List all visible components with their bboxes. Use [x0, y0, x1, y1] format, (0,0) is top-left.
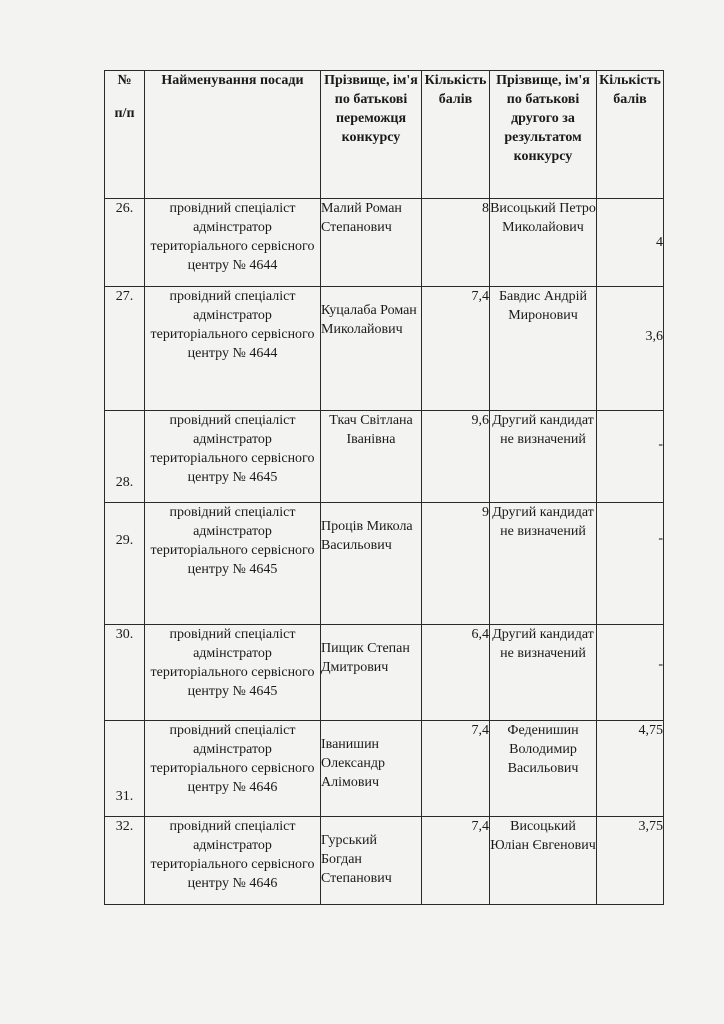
row-score2: 3,6	[597, 287, 664, 411]
row-position: провідний спеціаліст адмінстратор територіального сервісного центру № 4645	[145, 625, 321, 721]
row-number: 26.	[105, 199, 145, 287]
row-second: Другий кандидат не визначений	[490, 411, 597, 503]
row-score2: -	[597, 411, 664, 503]
row-score2: -	[597, 503, 664, 625]
row-position: провідний спеціаліст адмінстратор територіального сервісного центру № 4644	[145, 287, 321, 411]
row-score2: 4,75	[597, 721, 664, 817]
row-number: 28.	[105, 411, 145, 503]
row-winner: Іванишин Олександр Алімович	[321, 721, 422, 817]
row-winner: Проців Микола Васильович	[321, 503, 422, 625]
table-row	[105, 287, 664, 411]
results-table	[104, 70, 664, 905]
row-score: 7,4	[422, 817, 490, 905]
row-second: Бавдис Андрій Миронович	[490, 287, 597, 411]
row-second: Висоцький Петро Миколайович	[490, 199, 597, 287]
row-position: провідний спеціаліст адмінстратор територіального сервісного центру № 4644	[145, 199, 321, 287]
row-position: провідний спеціаліст адмінстратор територіального сервісного центру № 4645	[145, 503, 321, 625]
table-row	[105, 625, 664, 721]
header-number: № п/п	[105, 71, 145, 199]
row-winner: Ткач Світлана Іванівна	[321, 411, 422, 503]
row-winner: Гурський Богдан Степанович	[321, 817, 422, 905]
row-score: 7,4	[422, 287, 490, 411]
row-number: 32.	[105, 817, 145, 905]
row-position: провідний спеціаліст адмінстратор територіального сервісного центру № 4645	[145, 411, 321, 503]
header-position: Найменування посади	[145, 71, 321, 199]
header-second-score: Кількість балів	[597, 71, 664, 199]
row-number: 30.	[105, 625, 145, 721]
row-score2: -	[597, 625, 664, 721]
table-row	[105, 411, 664, 503]
table-header-row	[105, 71, 664, 199]
table-row	[105, 817, 664, 905]
header-winner: Прізвище, ім'я по батькові переможця конкурсу	[321, 71, 422, 199]
row-position: провідний спеціаліст адмінстратор територіального сервісного центру № 4646	[145, 721, 321, 817]
row-second: Висоцький Юліан Євгенович	[490, 817, 597, 905]
header-second: Прізвище, ім'я по батькові другого за результатом конкурсу	[490, 71, 597, 199]
table-row	[105, 199, 664, 287]
row-winner: Малий Роман Степанович	[321, 199, 422, 287]
header-winner-score: Кількість балів	[422, 71, 490, 199]
row-second: Другий кандидат не визначений	[490, 625, 597, 721]
row-number: 29.	[105, 503, 145, 625]
row-number: 27.	[105, 287, 145, 411]
row-winner: Пищик Степан Дмитрович	[321, 625, 422, 721]
row-winner: Куцалаба Роман Миколайович	[321, 287, 422, 411]
row-score: 9	[422, 503, 490, 625]
row-score2: 4	[597, 199, 664, 287]
row-score: 8	[422, 199, 490, 287]
row-score: 7,4	[422, 721, 490, 817]
table-row	[105, 721, 664, 817]
row-score: 6,4	[422, 625, 490, 721]
row-second: Другий кандидат не визначений	[490, 503, 597, 625]
table-row	[105, 503, 664, 625]
row-score2: 3,75	[597, 817, 664, 905]
row-second: Феденишин Володимир Васильович	[490, 721, 597, 817]
row-number: 31.	[105, 721, 145, 817]
row-position: провідний спеціаліст адмінстратор територіального сервісного центру № 4646	[145, 817, 321, 905]
row-score: 9,6	[422, 411, 490, 503]
